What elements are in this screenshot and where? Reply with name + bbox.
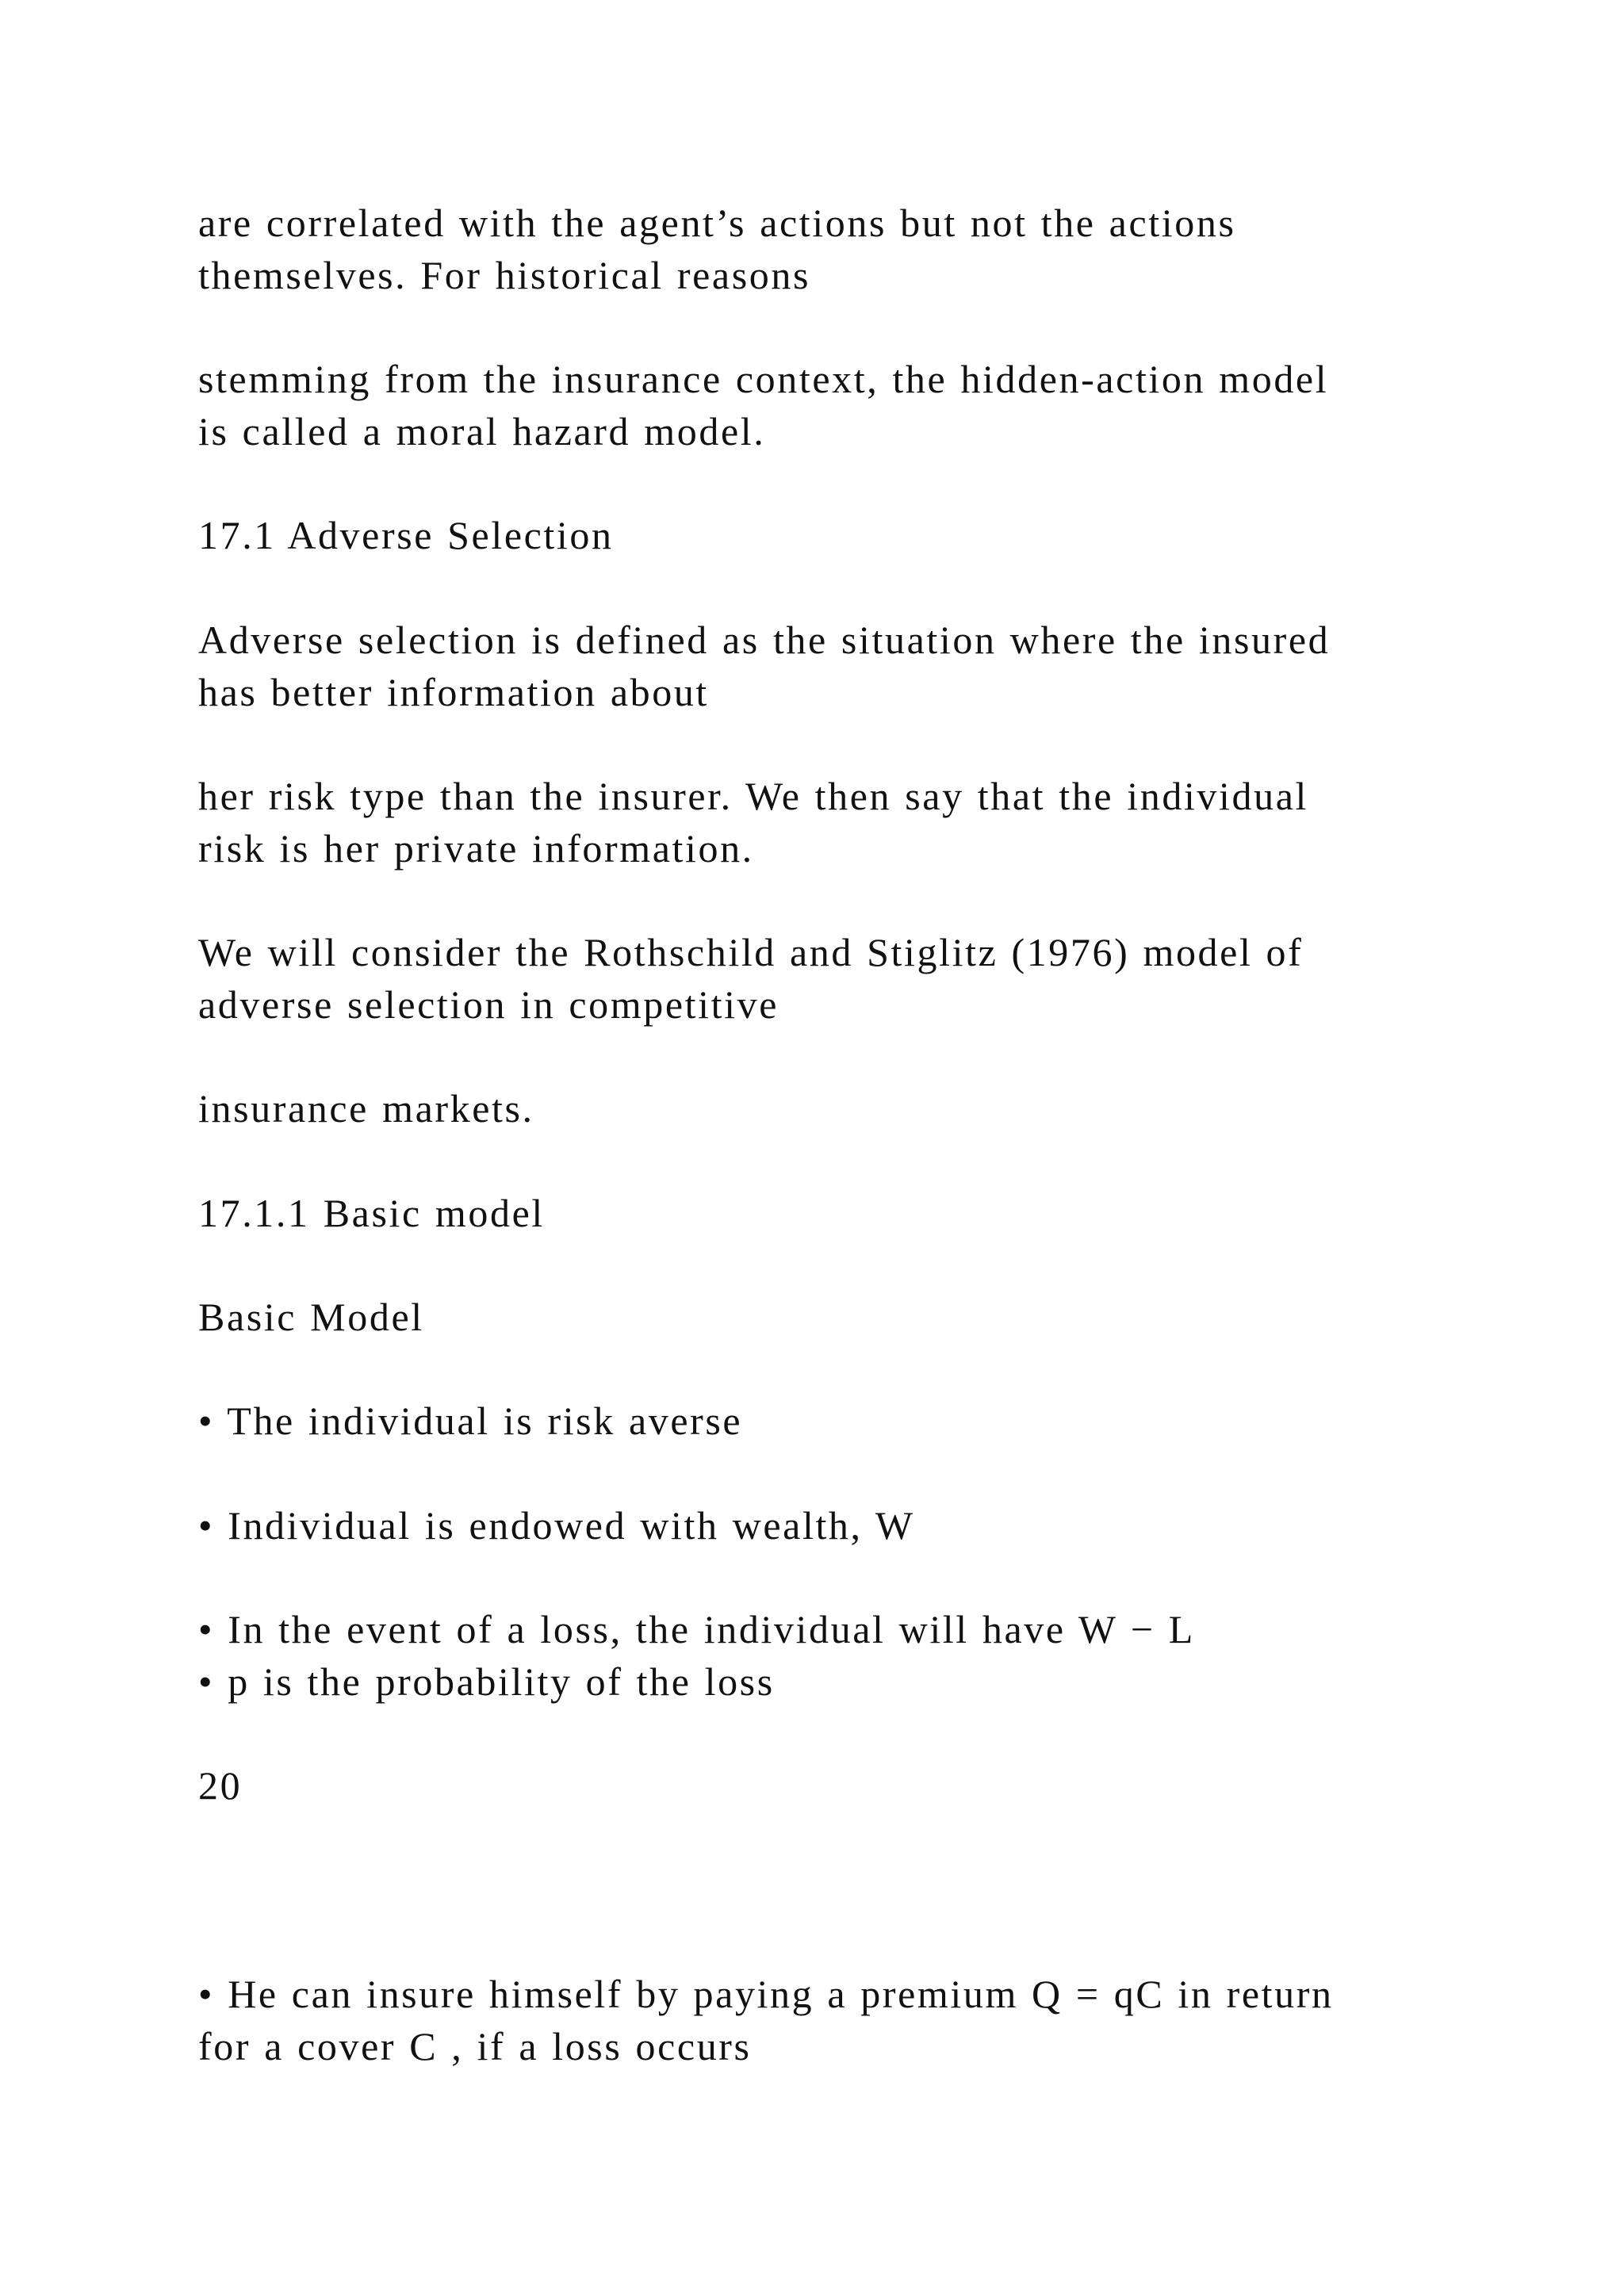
text-line: stemming from the insurance context, the hidden-action model xyxy=(198,357,1329,401)
text-line: adverse selection in competitive xyxy=(198,982,779,1027)
text-line: insurance markets. xyxy=(198,1086,534,1131)
text-line: her risk type than the insurer. We then say that the individual xyxy=(198,774,1309,818)
text-line: themselves. For historical reasons xyxy=(198,253,811,297)
text-line: We will consider the Rothschild and Stiglitz (1976) model of xyxy=(198,930,1304,974)
text-line: is called a moral hazard model. xyxy=(198,409,766,453)
bullet-item: • In the event of a loss, the individual will have W − L xyxy=(198,1607,1195,1651)
bullet-item: • He can insure himself by paying a premium Q = qC in return xyxy=(198,1972,1334,2016)
paragraph-heading: Basic Model xyxy=(198,1295,424,1339)
text-line: has better information about xyxy=(198,670,709,714)
bullet-item: • p is the probability of the loss xyxy=(198,1659,775,1704)
text-line: risk is her private information. xyxy=(198,826,754,871)
bullet-item: • The individual is risk averse xyxy=(198,1399,743,1443)
text-line: for a cover C , if a loss occurs xyxy=(198,2024,752,2068)
subsection-heading: 17.1.1 Basic model xyxy=(198,1191,545,1235)
bullet-item: • Individual is endowed with wealth, W xyxy=(198,1503,915,1548)
text-line: Adverse selection is defined as the situation where the insured xyxy=(198,618,1331,662)
section-heading: 17.1 Adverse Selection xyxy=(198,513,614,557)
text-line: are correlated with the agent’s actions but not the actions xyxy=(198,201,1236,245)
page-number: 20 xyxy=(198,1763,243,1808)
